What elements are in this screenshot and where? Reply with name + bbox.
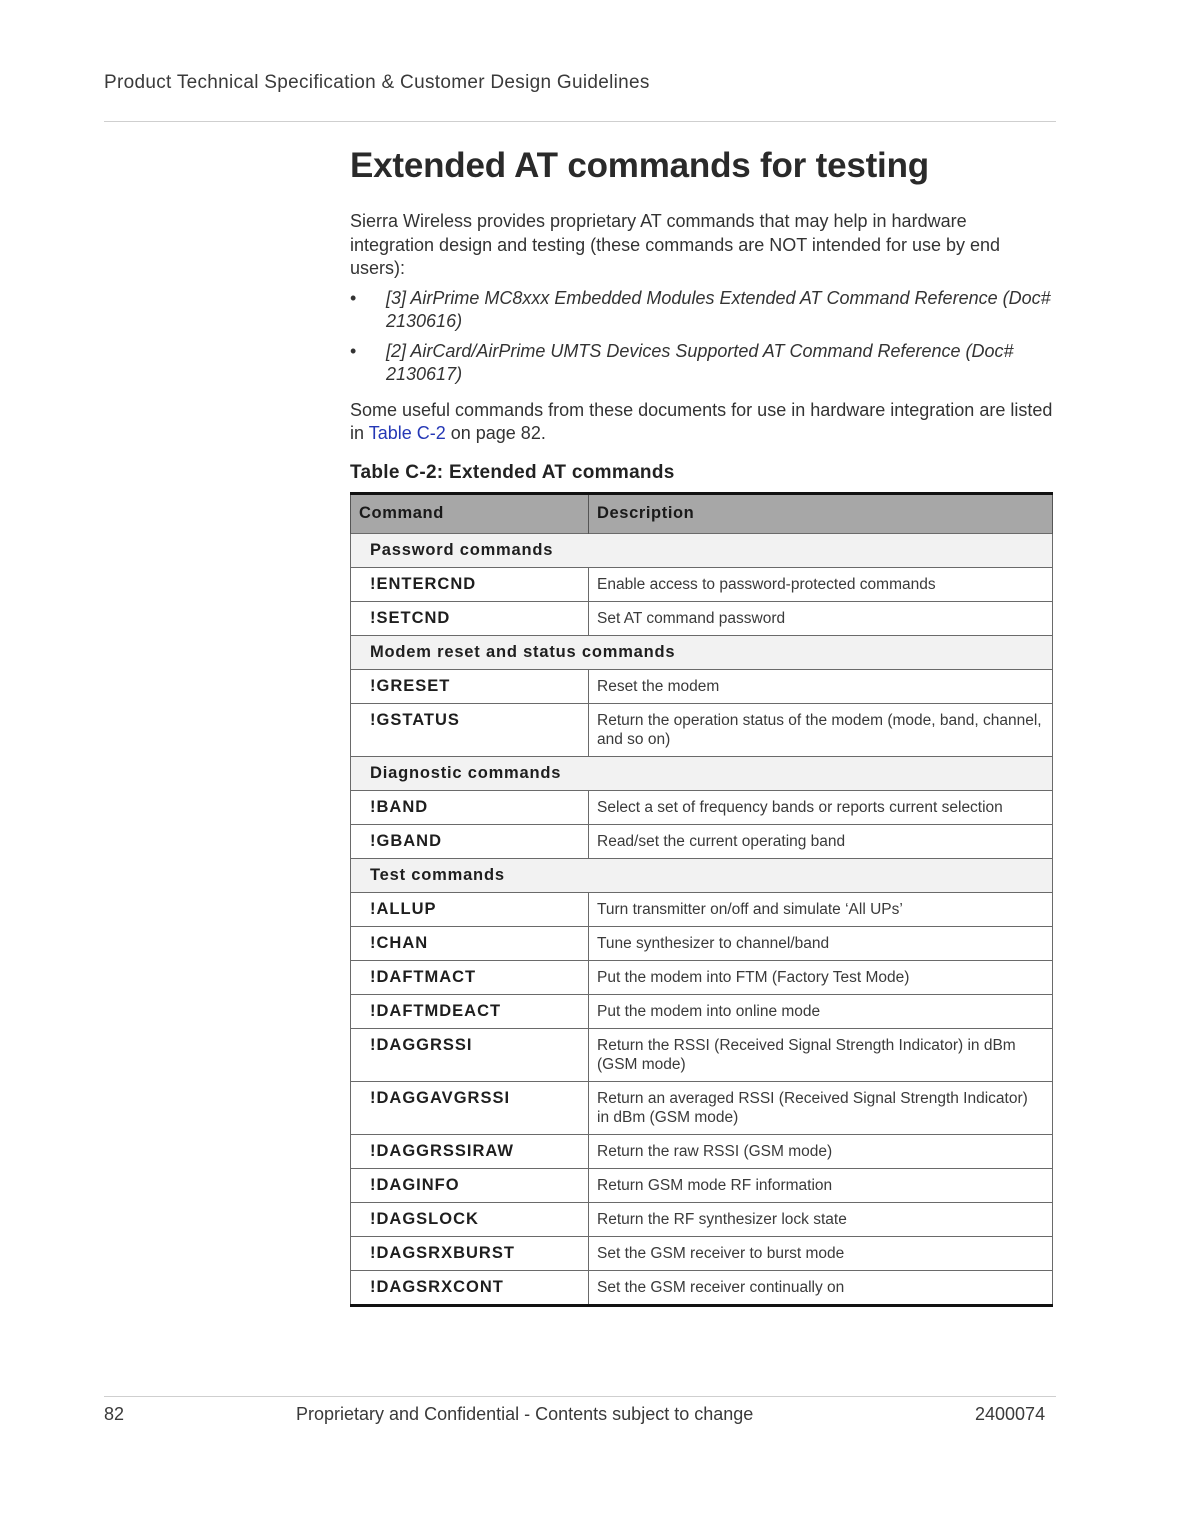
description-cell: Select a set of frequency bands or reports current selection	[589, 790, 1053, 824]
command-cell: !ENTERCND	[351, 567, 589, 601]
table-body	[351, 533, 1053, 1305]
table-row	[351, 926, 1053, 960]
command-cell: !DAGGAVGRSSI	[351, 1081, 589, 1134]
footer-page-number: 82	[104, 1404, 125, 1424]
command-cell: !DAGINFO	[351, 1168, 589, 1202]
main-content	[350, 140, 1054, 1307]
running-header: Product Technical Specification & Customer Design Guidelines	[104, 72, 650, 93]
description-cell: Return the operation status of the modem (mode, band, channel, and so on)	[589, 703, 1053, 756]
description-cell: Tune synthesizer to channel/band	[589, 926, 1053, 960]
table-caption: Table C-2: Extended AT commands	[350, 461, 675, 483]
description-cell: Read/set the current operating band	[589, 824, 1053, 858]
description-cell: Set AT command password	[589, 601, 1053, 635]
table-row	[351, 892, 1053, 926]
footer-notice: Proprietary and Confidential - Contents subject to change	[296, 1404, 754, 1424]
useful-text-end: on page 82.	[445, 423, 546, 443]
table-row	[351, 1081, 1053, 1134]
description-cell: Return the RF synthesizer lock state	[589, 1202, 1053, 1236]
table-row	[351, 567, 1053, 601]
description-cell: Put the modem into FTM (Factory Test Mode)	[589, 960, 1053, 994]
description-cell: Return an averaged RSSI (Received Signal Strength Indicator) in dBm (GSM mode)	[589, 1081, 1053, 1134]
command-cell: !DAGGRSSIRAW	[351, 1134, 589, 1168]
group-title: Modem reset and status commands	[351, 635, 1053, 669]
group-title: Password commands	[351, 533, 1053, 567]
command-cell: !DAFTMDEACT	[351, 994, 589, 1028]
description-cell: Set the GSM receiver to burst mode	[589, 1236, 1053, 1270]
table-row	[351, 1028, 1053, 1081]
reference-text: [2] AirCard/AirPrime UMTS Devices Supported AT Command Reference (Doc# 2130617)	[386, 340, 1014, 384]
column-header-command: Command	[351, 493, 589, 533]
table-row	[351, 790, 1053, 824]
command-cell: !GBAND	[351, 824, 589, 858]
reference-text: [3] AirPrime MC8xxx Embedded Modules Extended AT Command Reference (Doc# 2130616)	[386, 287, 1051, 331]
footer-doc-number: 2400074	[975, 1404, 1046, 1424]
command-cell: !DAGSLOCK	[351, 1202, 589, 1236]
list-item	[350, 287, 1054, 334]
command-cell: !DAGSRXBURST	[351, 1236, 589, 1270]
table-row	[351, 960, 1053, 994]
at-commands-table	[350, 492, 1053, 1307]
command-cell: !GRESET	[351, 669, 589, 703]
table-header-row	[351, 493, 1053, 533]
reference-list	[350, 287, 1054, 387]
description-cell: Enable access to password-protected commands	[589, 567, 1053, 601]
command-cell: !SETCND	[351, 601, 589, 635]
bullet-icon: •	[350, 340, 357, 361]
description-cell: Reset the modem	[589, 669, 1053, 703]
command-cell: !GSTATUS	[351, 703, 589, 756]
command-cell: !DAFTMACT	[351, 960, 589, 994]
table-row	[351, 1168, 1053, 1202]
group-title: Test commands	[351, 858, 1053, 892]
group-row	[351, 533, 1053, 567]
useful-text: Some useful commands from these documents for use in hardware integration are listed in	[350, 399, 1053, 443]
command-cell: !CHAN	[351, 926, 589, 960]
footer-divider	[104, 1396, 1056, 1397]
command-cell: !BAND	[351, 790, 589, 824]
description-cell: Return GSM mode RF information	[589, 1168, 1053, 1202]
table-row	[351, 1134, 1053, 1168]
table-row	[351, 1270, 1053, 1305]
group-row	[351, 858, 1053, 892]
description-cell: Set the GSM receiver continually on	[589, 1270, 1053, 1305]
table-row	[351, 1202, 1053, 1236]
list-item	[350, 340, 1054, 387]
description-cell: Return the RSSI (Received Signal Strength Indicator) in dBm (GSM mode)	[589, 1028, 1053, 1081]
description-cell: Put the modem into online mode	[589, 994, 1053, 1028]
description-cell: Turn transmitter on/off and simulate ‘All UPs’	[589, 892, 1053, 926]
table-row	[351, 1236, 1053, 1270]
command-cell: !ALLUP	[351, 892, 589, 926]
table-row	[351, 703, 1053, 756]
command-cell: !DAGGRSSI	[351, 1028, 589, 1081]
group-row	[351, 635, 1053, 669]
group-title: Diagnostic commands	[351, 756, 1053, 790]
table-crossref-link[interactable]: Table C-2	[368, 423, 446, 443]
useful-paragraph	[350, 399, 1054, 446]
table-row	[351, 669, 1053, 703]
description-cell: Return the raw RSSI (GSM mode)	[589, 1134, 1053, 1168]
table-row	[351, 601, 1053, 635]
command-cell: !DAGSRXCONT	[351, 1270, 589, 1305]
intro-paragraph: Sierra Wireless provides proprietary AT commands that may help in hardware integration design and testing (these commands are NOT intended for use by end users):	[350, 211, 1001, 278]
group-row	[351, 756, 1053, 790]
section-title: Extended AT commands for testing	[350, 146, 929, 185]
table-row	[351, 994, 1053, 1028]
table-row	[351, 824, 1053, 858]
header-divider	[104, 121, 1056, 122]
column-header-description: Description	[589, 493, 1053, 533]
bullet-icon: •	[350, 287, 357, 308]
